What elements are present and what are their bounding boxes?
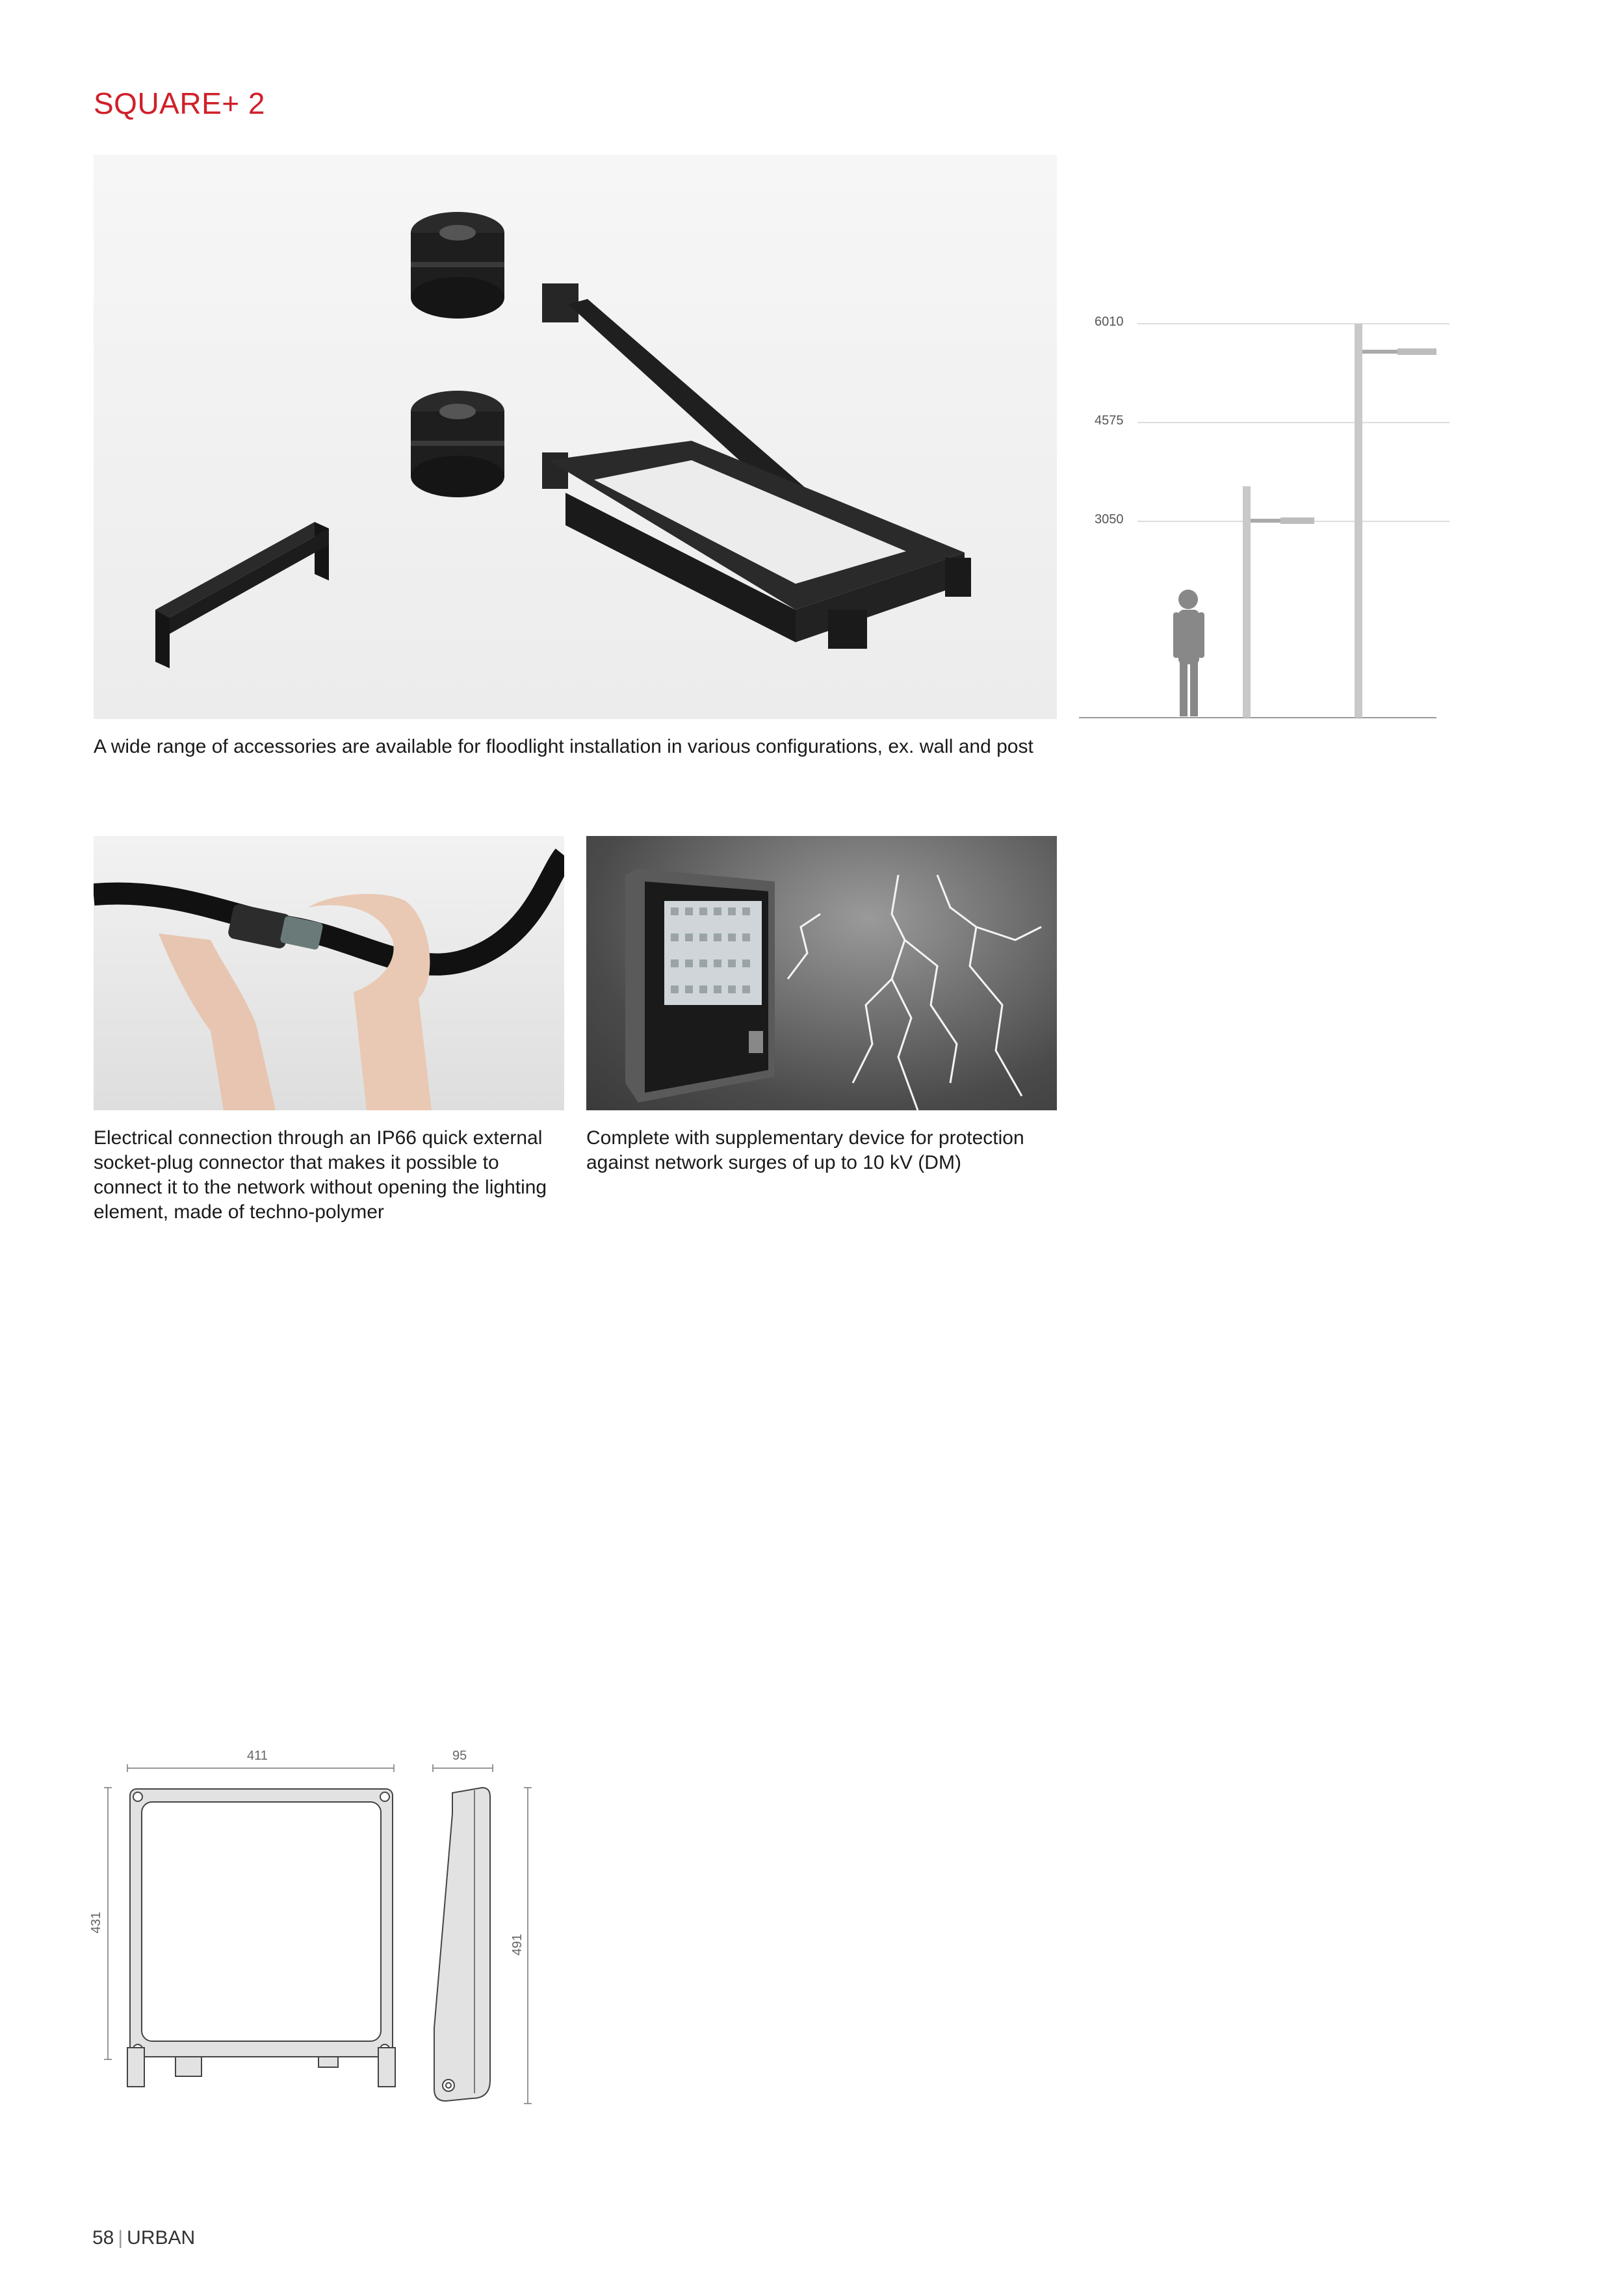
technical-drawing [84, 1742, 552, 2119]
accessories-photo [94, 155, 1057, 719]
front-height-label: 431 [89, 1911, 104, 1934]
height-label-3050: 3050 [1095, 512, 1124, 527]
front-view-outline [127, 1789, 395, 2087]
front-width-label: 411 [247, 1749, 268, 1763]
page-number: 58 [92, 2227, 114, 2249]
height-label-6010: 6010 [1095, 315, 1124, 329]
accessories-caption: A wide range of accessories are available for floodlight installation in various configurations, ex. wall and post [94, 736, 1033, 757]
technical-drawing-lines [84, 1742, 552, 2119]
arm-bracket-icon [542, 283, 971, 649]
surge-caption: Complete with supplementary device for protection against network surges of up to 10 kV (DM) [586, 1127, 1024, 1173]
footer-separator: | [118, 2227, 123, 2249]
page-title: SQUARE+ 2 [94, 86, 265, 120]
accessories-render [94, 155, 1057, 719]
lightning-icon [788, 875, 1041, 1110]
connector-photo [94, 836, 564, 1110]
floodlight-icon [625, 868, 775, 1102]
pole-clamp-lower-icon [411, 391, 504, 497]
pole-diagram-drawing [1072, 306, 1449, 722]
short-pole-icon [1243, 486, 1314, 718]
section-name: URBAN [127, 2227, 196, 2249]
pole-clamp-upper-icon [411, 212, 504, 319]
side-width-label: 95 [452, 1749, 467, 1763]
person-silhouette-icon [1173, 590, 1204, 716]
height-label-4575: 4575 [1095, 413, 1124, 428]
side-height-label: 491 [510, 1933, 525, 1956]
lightning-illustration [586, 836, 1057, 1110]
side-view-outline [434, 1788, 490, 2101]
surge-protection-photo [586, 836, 1057, 1110]
connector-caption: Electrical connection through an IP66 quick external socket-plug connector that makes it possible to connect it to the network without opening the lighting element, made of techno-polymer [94, 1127, 547, 1223]
connector-illustration [94, 836, 564, 1110]
pole-height-diagram [1072, 306, 1449, 722]
page-footer [92, 2227, 195, 2249]
wall-bracket-icon [155, 522, 329, 668]
